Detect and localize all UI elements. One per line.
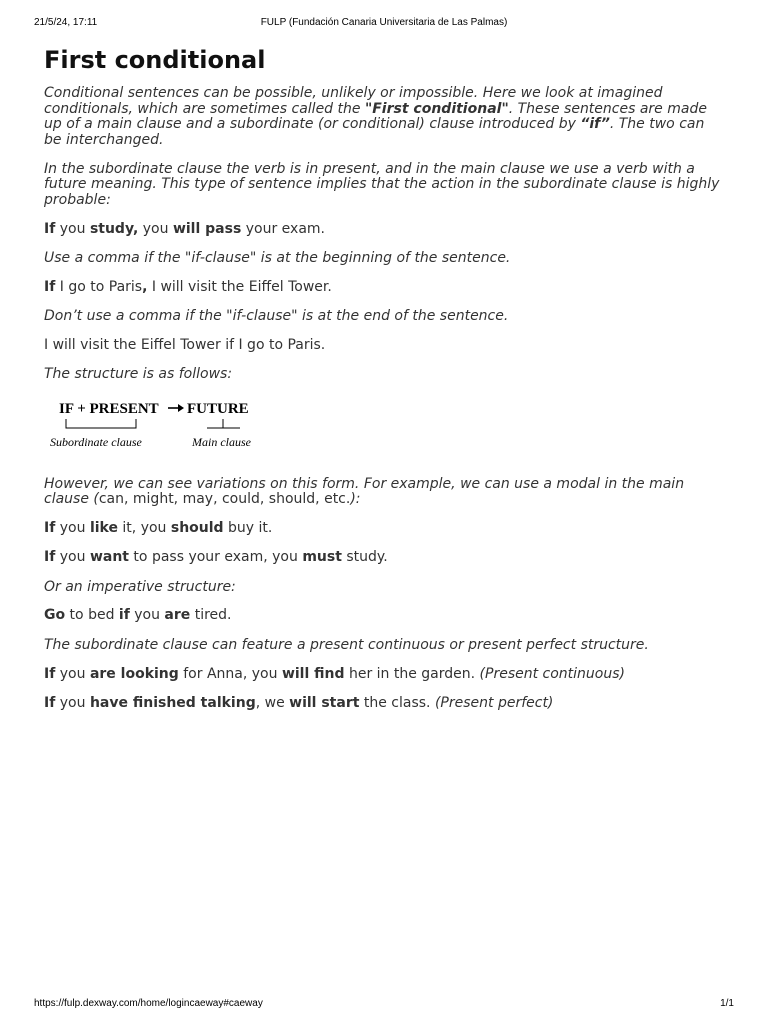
modal-list: can, might, may, could, should, etc.	[98, 491, 351, 508]
intro-text: . These sentences are made up of a main clause and a subordinate (or conditional) clause introduced by	[44, 100, 707, 133]
structure-intro: The structure is as follows:	[44, 366, 233, 383]
variations-paragraph	[44, 477, 720, 508]
text: However, we can see variations on this form. For example, we can use a modal in the main clause (	[44, 475, 685, 508]
bold-word: are	[164, 607, 191, 624]
bold-word: If	[44, 278, 56, 295]
bold-word: want	[89, 549, 129, 566]
intro-paragraph-1	[44, 86, 720, 148]
bold-word: will find	[281, 665, 345, 682]
lesson-content	[44, 44, 720, 725]
text: I go to Paris	[55, 278, 143, 295]
example-sentence-4	[44, 521, 720, 537]
print-site-title: FULP (Fundación Canaria Universitaria de Las Palmas)	[260, 17, 508, 28]
bold-word: If	[44, 665, 56, 682]
example-sentence-6	[44, 608, 720, 624]
main-bracket	[207, 419, 240, 428]
bold-word: If	[44, 520, 56, 537]
tense-note: (Present continuous)	[479, 665, 625, 682]
text: you	[138, 220, 173, 237]
subordinate-bracket	[66, 419, 136, 428]
continuous-intro: The subordinate clause can feature a present continuous or present perfect structure.	[44, 636, 649, 653]
diagram-subordinate-label: Subordinate clause	[50, 434, 142, 449]
text: you	[55, 694, 90, 711]
text: buy it.	[223, 520, 273, 537]
tense-note: (Present perfect)	[434, 694, 554, 711]
example-sentence-5	[44, 550, 720, 566]
bold-word: if	[118, 607, 130, 624]
text: tired.	[190, 607, 232, 624]
arrow-right-icon	[168, 404, 184, 412]
example-sentence-2	[44, 280, 720, 296]
bold-word: should	[170, 520, 224, 537]
example-sentence-8	[44, 696, 720, 712]
text: your exam.	[241, 220, 325, 237]
imperative-intro: Or an imperative structure:	[44, 578, 236, 595]
text: it, you	[117, 520, 171, 537]
text: the class.	[359, 694, 435, 711]
print-header	[0, 0, 768, 40]
example-sentence-7	[44, 667, 720, 683]
bold-word: will pass	[172, 220, 242, 237]
example-sentence-3: I will visit the Eiffel Tower if I go to Paris.	[44, 336, 326, 353]
diagram-main-label: Main clause	[192, 434, 251, 449]
bold-word: are looking	[89, 665, 179, 682]
text: to bed	[65, 607, 119, 624]
bold-word: will start	[289, 694, 360, 711]
text: , we	[255, 694, 290, 711]
text: you	[55, 665, 90, 682]
bold-word: study,	[89, 220, 139, 237]
diagram-if-present: IF + PRESENT	[59, 400, 159, 417]
text: you	[55, 520, 90, 537]
intro-text: . The two can be interchanged.	[44, 116, 705, 148]
intro-term-first-conditional: "First conditional"	[364, 100, 509, 117]
bold-word: have finished talking	[89, 694, 256, 711]
text: to pass your exam, you	[128, 549, 303, 566]
page-title: First conditional	[44, 46, 266, 74]
text: her in the garden.	[344, 665, 480, 682]
bold-comma: ,	[142, 278, 148, 295]
bold-word: If	[44, 220, 56, 237]
intro-term-if: “if”	[580, 116, 610, 133]
print-footer	[0, 994, 768, 1024]
diagram-future: FUTURE	[187, 400, 249, 417]
bold-word: If	[44, 694, 56, 711]
print-datetime: 21/5/24, 17:11	[34, 17, 98, 28]
intro-paragraph-2: In the subordinate clause the verb is in present, and in the main clause we use a verb with a future meaning. This type of sentence implies that the action in the subordinate clause is highly probable:	[44, 160, 720, 208]
structure-diagram	[44, 393, 284, 463]
text: study.	[341, 549, 388, 566]
text: you	[55, 549, 90, 566]
text: you	[129, 607, 165, 624]
text: you	[55, 220, 90, 237]
text: I will visit the Eiffel Tower.	[147, 278, 332, 295]
print-url: https://fulp.dexway.com/home/logincaeway#caeway	[34, 998, 263, 1009]
intro-text: Conditional sentences can be possible, unlikely or impossible. Here we look at imagined conditionals, which are sometimes called the	[44, 85, 663, 117]
bold-word: must	[302, 549, 342, 566]
text: ):	[350, 491, 361, 508]
text: for Anna, you	[178, 665, 282, 682]
bold-word: If	[44, 549, 56, 566]
note-comma: Use a comma if the "if-clause" is at the beginning of the sentence.	[44, 249, 511, 266]
print-page-number: 1/1	[720, 998, 734, 1009]
example-sentence-1	[44, 222, 720, 238]
bold-word: like	[89, 520, 118, 537]
bold-word: Go	[44, 607, 66, 624]
note-no-comma: Don’t use a comma if the "if-clause" is at the end of the sentence.	[44, 308, 509, 325]
